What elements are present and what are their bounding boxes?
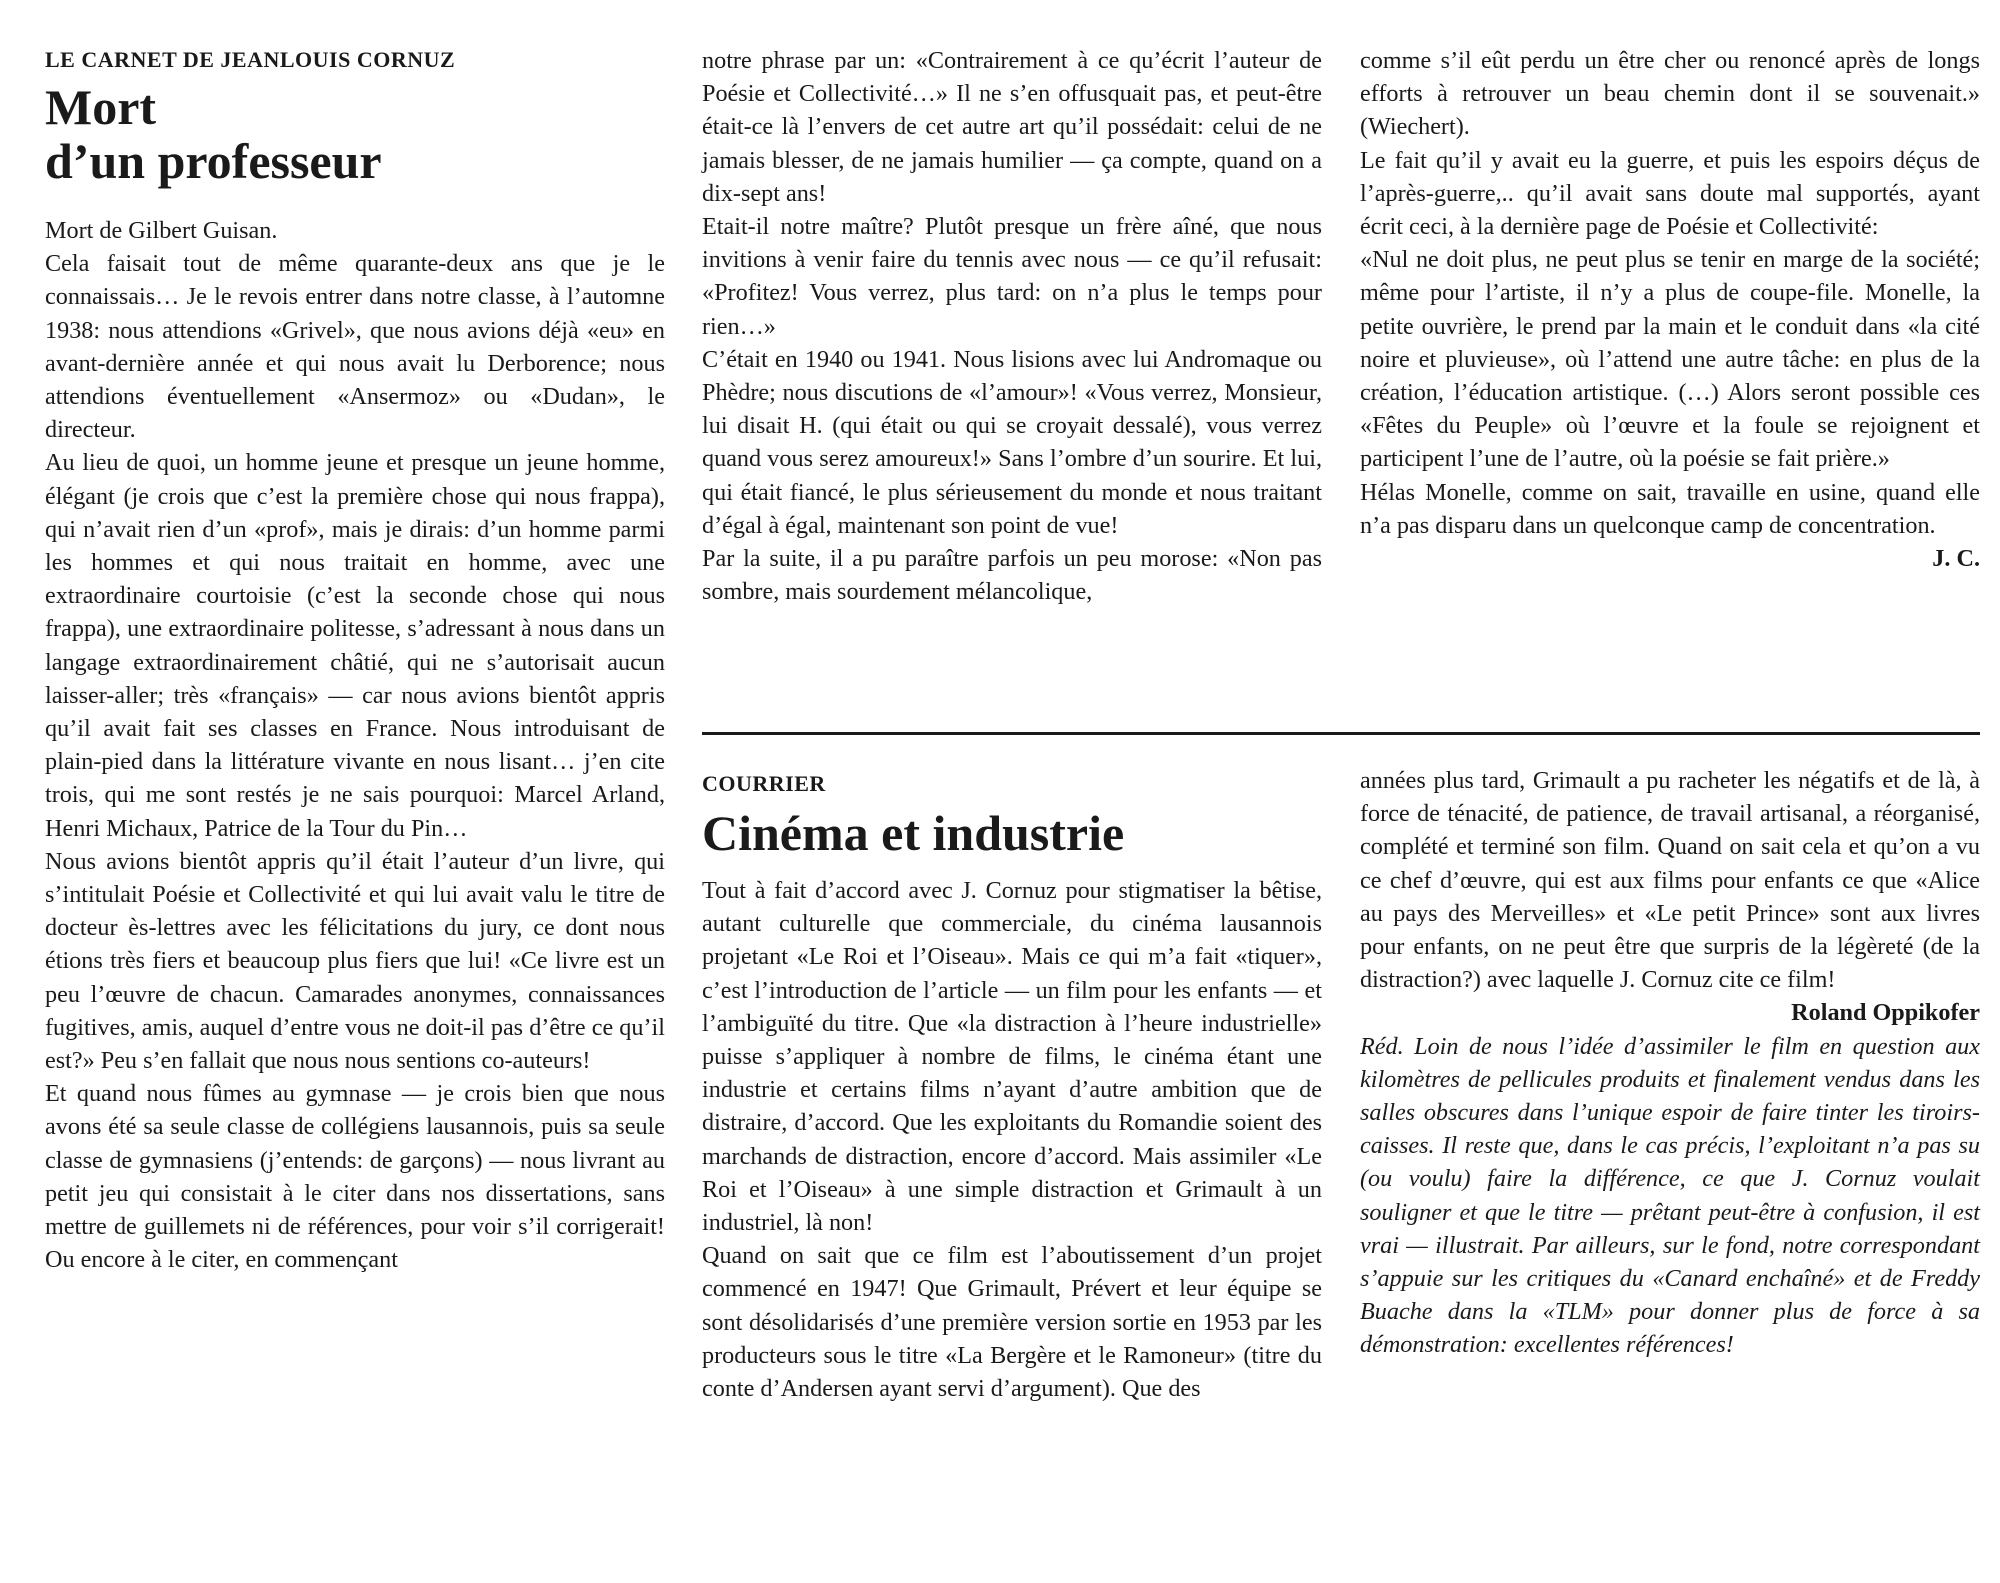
carnet-paragraph: Le fait qu’il y avait eu la guerre, et puis les espoirs déçus de l’après-guerre,.. qu’il avait sans doute mal supportés, ayant écrit ceci, à la dernière page de Poésie et Collectivité: — [1360, 146, 1980, 241]
courrier-kicker: COURRIER — [702, 771, 826, 796]
carnet-paragraph: Hélas Monelle, comme on sait, travaille en usine, quand elle n’a pas disparu dans un quelconque camp de concentration. — [1360, 478, 1980, 539]
carnet-paragraph: Et quand nous fûmes au gymnase — je crois bien que nous avons été sa seule classe de collégiens lausannois, puis sa seule classe de gymnasiens (j’entends: de garçons) — nous livrant au petit jeu qui consistait à le citer dans nos dissertations, sans mettre de guillemets ni de références, pour voir s’il corrigerait! Ou encore à le citer, en commençant — [45, 1080, 665, 1274]
courrier-column-left — [702, 768, 1322, 1405]
courrier-paragraph: Tout à fait d’accord avec J. Cornuz pour stigmatiser la bêtise, autant culturelle que commerciale, du cinéma lausannois projetant «Le Roi et l’Oiseau». Mais ce qui m’a fait «tiquer», c’est l’introduction de l’article — un film pour les enfants — et l’ambiguïté du titre. Que «la distraction à l’heure industrielle» puisse s’appliquer à nombre de films, le cinéma étant une industrie et certains films n’ayant d’autre ambition que de distraire, d’accord. Que les exploitants du Romandie soient des marchands de distraction, encore d’accord. Mais assimiler «Le Roi et l’Oiseau» à une simple distraction et Grimault à un industriel, là non! — [702, 877, 1322, 1237]
carnet-column-3 — [1360, 44, 1980, 575]
carnet-paragraph: Au lieu de quoi, un homme jeune et presque un jeune homme, élégant (je crois que c’est la première chose qui nous frappa), qui n’avait rien d’un «prof», mais je dirais: d’un homme parmi les hommes et qui nous traitait en homme, avec une extraordinaire courtoisie (c’est la seconde chose qui nous frappa), une extraordinaire politesse, s’adressant à nous dans un langage extraordinairement châtié, qui ne s’autorisait aucun laisser-aller; très «français» — car nous avions bientôt appris qu’il avait fait ses classes en France. Nous introduisant de plain-pied dans la littérature vivante en nous lisant… j’en cite trois, qui me sont restés je ne sais pourquoi: Marcel Arland, Henri Michaux, Patrice de la Tour du Pin… — [45, 449, 665, 842]
carnet-headline-line2: d’un professeur — [45, 133, 382, 189]
carnet-headline — [45, 80, 665, 188]
carnet-paragraph: «Nul ne doit plus, ne peut plus se tenir en marge de la société; même pour l’artiste, il n’y a plus de coupe-file. Monelle, la petite ouvrière, le prend par la main et le conduit dans «la cité noire et pluvieuse», où l’attend une autre tâche: en plus de la création, l’éducation artistique. (…) Alors seront possible ces «Fêtes du Peuple» où l’œuvre et la foule se rejoignent et participent l’une de l’autre, où la poésie se fait prière.» — [1360, 246, 1980, 473]
carnet-headline-line1: Mort — [45, 79, 157, 135]
courrier-column-right — [1360, 764, 1980, 1362]
courrier-headline: Cinéma et industrie — [702, 805, 1125, 861]
carnet-paragraph: Cela faisait tout de même quarante-deux ans que je le connaissais… Je le revois entrer dans notre classe, à l’automne 1938: nous attendions «Grivel», que nous avions déjà «eu» en avant-dernière année et qui nous avait lu Derborence; nous attendions éventuellement «Ansermoz» ou «Dudan», le directeur. — [45, 250, 665, 444]
carnet-paragraph: comme s’il eût perdu un être cher ou renoncé après de longs efforts à retrouver un beau chemin dont il se souvenait.» (Wiechert). — [1360, 47, 1980, 141]
carnet-column-1 — [45, 44, 665, 1277]
carnet-paragraph: Par la suite, il a pu paraître parfois un peu morose: «Non pas sombre, mais sourdement mélancolique, — [702, 545, 1322, 606]
carnet-kicker: LE CARNET DE JEANLOUIS CORNUZ — [45, 47, 456, 72]
carnet-signature: J. C. — [1932, 545, 1980, 573]
courrier-paragraph: Quand on sait que ce film est l’aboutissement d’un projet commencé en 1947! Que Grimault, Prévert et leur équipe se sont désolidarisés d’une première version sortie en 1953 par les producteurs sous le titre «La Bergère et le Ramoneur» (titre du conte d’Andersen ayant servi d’argument). Que des — [702, 1242, 1322, 1403]
editor-note: Réd. Loin de nous l’idée d’assimiler le film en question aux kilomètres de pellicules produits et finalement vendus dans les salles obscures dans l’unique espoir de faire tinter les tiroirs-caisses. Il reste que, dans le cas précis, l’exploitant n’a pas su (ou voulu) faire la différence, ce que J. Cornuz voulait souligner et que le titre — prêtant peut-être à confusion, il est vrai — illustrait. Par ailleurs, sur le fond, notre correspondant s’appuie sur les critiques du «Canard enchaîné» et de Freddy Buache dans la «TLM» pour donner plus de force à sa démonstration: excellentes références! — [1360, 1032, 1980, 1359]
carnet-paragraph: Nous avions bientôt appris qu’il était l’auteur d’un livre, qui s’intitulait Poésie et Collectivité et qui lui avait valu le titre de docteur ès-lettres avec les félicitations du jury, ce dont nous étions très fiers et beaucoup plus fiers que lui! «Ce livre est un peu l’œuvre de chacun. Camarades anonymes, connaissances fugitives, amis, auquel d’entre vous ne doit-il pas d’être ce qu’il est?» Peu s’en fallait que nous nous sentions co-auteurs! — [45, 847, 665, 1075]
section-divider — [702, 732, 1980, 735]
carnet-paragraph: notre phrase par un: «Contrairement à ce qu’écrit l’auteur de Poésie et Collectivité…» Il ne s’en offusquait pas, et peut-être était-ce là l’envers de cet autre art qu’il possédait: celui de ne jamais blesser, de ne jamais humilier — ça compte, quand on a dix-sept ans! — [702, 47, 1322, 207]
carnet-column-2 — [702, 44, 1322, 608]
carnet-paragraph: C’était en 1940 ou 1941. Nous lisions avec lui Andromaque ou Phèdre; nous discutions de «l’amour»! «Vous verrez, Monsieur, lui disait H. (qui était ou qui se croyait dessalé), vous verrez quand vous serez amoureux!» Sans l’ombre d’un sourire. Et lui, qui était fiancé, le plus sérieusement du monde et nous traitant d’égal à égal, maintenant son point de vue! — [702, 345, 1322, 539]
carnet-paragraph: Mort de Gilbert Guisan. — [45, 217, 278, 244]
courrier-signature: Roland Oppikofer — [1791, 999, 1980, 1027]
carnet-paragraph: Etait-il notre maître? Plutôt presque un frère aîné, que nous invitions à venir faire du tennis avec nous — ce qu’il refusait: «Profitez! Vous verrez, plus tard: on n’a plus le temps pour rien…» — [702, 213, 1322, 340]
courrier-paragraph: années plus tard, Grimault a pu racheter les négatifs et de là, à force de ténacité, de patience, de travail artisanal, a réorganisé, complété et terminé son film. Quand on sait cela et qu’on a vu ce chef d’œuvre, qui est aux films pour enfants ce que «Alice au pays des Merveilles» et «Le petit Prince» sont aux livres pour enfants, on ne peut être que surpris de la légèreté (de la distraction?) avec laquelle J. Cornuz cite ce film! — [1360, 767, 1980, 994]
